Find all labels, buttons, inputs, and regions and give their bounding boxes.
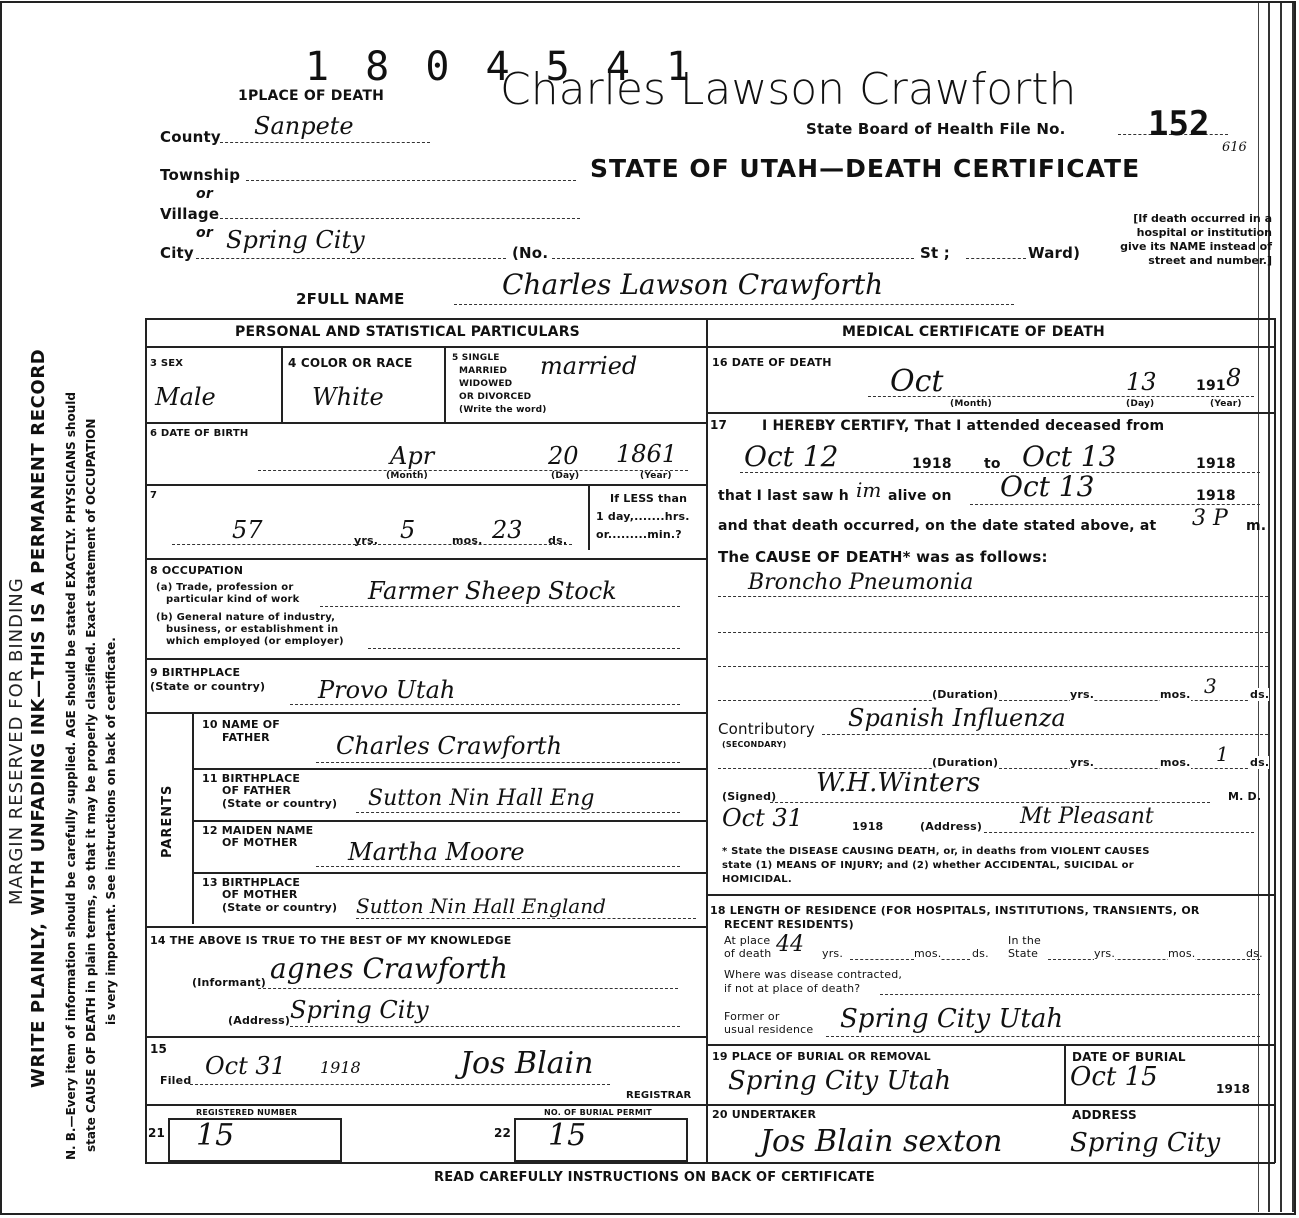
- county-value: Sanpete: [254, 112, 354, 140]
- street-no-label: (No.: [512, 244, 549, 262]
- dod-label: 16 DATE OF DEATH: [712, 356, 832, 369]
- duration-label: (Duration): [932, 688, 999, 701]
- in-state-line: [1048, 959, 1260, 960]
- duration-mos-value: 3: [1204, 674, 1217, 698]
- birthplace-value: Provo Utah: [318, 676, 456, 704]
- former-2: usual residence: [724, 1023, 814, 1036]
- undertaker-label: 20 UNDERTAKER: [712, 1108, 817, 1121]
- burial-permit-caption: NO. OF BURIAL PERMIT: [544, 1108, 652, 1117]
- place-of-death-label: 1PLACE OF DEATH: [238, 88, 385, 104]
- row-rule-5: [145, 712, 706, 714]
- registrar-label: REGISTRAR: [626, 1090, 692, 1101]
- center-divider: [706, 318, 708, 1163]
- duration2-mos-value: 1: [1216, 742, 1229, 766]
- dod-year-prefix: 191: [1196, 378, 1226, 394]
- less-than-1: If LESS than: [610, 492, 688, 505]
- main-frame-top: [145, 318, 1275, 320]
- township-label: Township: [160, 166, 241, 184]
- address-value: Spring City: [290, 996, 429, 1024]
- to-label: to: [984, 456, 1001, 472]
- undertaker-value: Jos Blain sexton: [760, 1124, 1003, 1159]
- sex-label: 3 SEX: [150, 358, 184, 369]
- or-label-2: or: [196, 225, 213, 241]
- father-bp-value: Sutton Nin Hall Eng: [368, 786, 595, 811]
- father-name-label-2: FATHER: [222, 731, 270, 744]
- full-name-value: Charles Lawson Crawforth: [502, 268, 884, 301]
- row-rule-10: [145, 1036, 706, 1038]
- marital-write-word: (Write the word): [459, 405, 547, 415]
- father-bp-line: [356, 812, 680, 813]
- secondary-caption: (SECONDARY): [722, 740, 787, 749]
- marital-widowed-label: WIDOWED: [459, 379, 513, 389]
- birthplace-line: [290, 704, 680, 705]
- signed-address-line: [984, 832, 1254, 833]
- dob-month-caption: (Month): [386, 471, 428, 481]
- dod-day-caption: (Day): [1126, 399, 1155, 409]
- note-line-3: HOMICIDAL.: [722, 874, 792, 885]
- reg-number-value: 15: [196, 1118, 235, 1153]
- med-rule-3: [706, 1044, 1274, 1046]
- street-label: St ;: [920, 244, 950, 262]
- main-frame-right: [1274, 318, 1276, 1163]
- burial-date-label: DATE OF BURIAL: [1072, 1050, 1186, 1064]
- county-line: [220, 142, 430, 143]
- full-name-label: 2FULL NAME: [296, 290, 405, 308]
- ward-label: Ward): [1028, 244, 1081, 262]
- hospital-note: [If death occurred in a hospital or institution give its NAME instead of street and number.]: [1120, 212, 1272, 267]
- reg-number-caption: REGISTERED NUMBER: [196, 1108, 298, 1117]
- marital-value: married: [540, 352, 638, 380]
- duration-yrs: yrs.: [1070, 688, 1095, 701]
- burial-permit-value: 15: [548, 1118, 587, 1153]
- former-line: [826, 1036, 1260, 1037]
- sex-value: Male: [155, 383, 216, 411]
- note-line-1: * State the DISEASE CAUSING DEATH, or, in deaths from VIOLENT CAUSES: [722, 846, 1150, 857]
- sex-color-divider: [281, 346, 283, 422]
- main-frame-bottom: [145, 1162, 1275, 1164]
- at-place-1: At place: [724, 934, 771, 947]
- nb-line-1: N. B.—Every item of information should be carefully supplied. AGE should be stated EXACTLY. PHYSICIANS should: [64, 392, 78, 1160]
- occupation-label: 8 OCCUPATION: [150, 564, 244, 577]
- row-rule-2: [145, 484, 706, 486]
- row-rule-1: [145, 422, 706, 424]
- parents-divider: [192, 712, 194, 924]
- med-rule-1: [706, 412, 1274, 414]
- in-the-2: State: [1008, 947, 1039, 960]
- last-saw-line: [970, 504, 1260, 505]
- occupation-b-2: business, or establishment in: [166, 624, 339, 635]
- contributory-value: Spanish Influenza: [848, 704, 1066, 732]
- row-rule-3: [145, 558, 706, 560]
- color-label: 4 COLOR OR RACE: [288, 356, 413, 370]
- in-state-ds: ds.: [1246, 947, 1263, 960]
- dob-year-caption: (Year): [640, 471, 672, 481]
- city-line: [196, 258, 506, 259]
- burial-year: 1918: [1216, 1082, 1251, 1096]
- row-rule-11: [145, 1104, 706, 1106]
- dod-year-caption: (Year): [1210, 399, 1242, 409]
- last-saw-year: 1918: [1196, 488, 1236, 504]
- signed-label: (Signed): [722, 790, 777, 803]
- village-label: Village: [160, 205, 220, 223]
- occupation-b-3: which employed (or employer): [166, 636, 344, 647]
- signed-value: W.H.Winters: [816, 768, 981, 798]
- at-place-ds: ds.: [972, 947, 989, 960]
- reg-number-prefix: 21: [148, 1126, 166, 1140]
- state-board-label: State Board of Health File No.: [806, 120, 1066, 138]
- certificate-title: STATE OF UTAH—DEATH CERTIFICATE: [590, 154, 1141, 183]
- dod-month-caption: (Month): [950, 399, 992, 409]
- contributory-label: Contributory: [718, 720, 815, 738]
- mother-name-label-1: 12 MAIDEN NAME: [202, 824, 314, 837]
- marital-divorced-label: OR DIVORCED: [459, 392, 532, 402]
- signed-address-value: Mt Pleasant: [1020, 804, 1154, 829]
- at-place-mos: mos.: [914, 947, 942, 960]
- village-line: [220, 218, 580, 219]
- street-line: [552, 258, 914, 259]
- row-rule-4: [145, 658, 706, 660]
- father-bp-label-1: 11 BIRTHPLACE: [202, 772, 301, 785]
- city-value: Spring City: [226, 226, 365, 254]
- ward-line: [966, 258, 1026, 259]
- address-line: [290, 1026, 680, 1027]
- attended-to: Oct 13: [1022, 440, 1117, 473]
- signed-line: [770, 802, 1210, 803]
- at-place-yrs: yrs.: [822, 947, 844, 960]
- age-days: 23: [492, 516, 523, 544]
- dob-label: 6 DATE OF BIRTH: [150, 428, 249, 439]
- mother-name-value: Martha Moore: [348, 838, 525, 866]
- informant-line: [258, 988, 678, 989]
- name-annotation: Charles Lawson Crawforth: [500, 64, 1077, 115]
- cert-number: 17: [710, 418, 728, 432]
- color-value: White: [312, 383, 384, 411]
- serial-number: 1 8 0 4 5 4 1: [305, 44, 697, 90]
- less-than-2: 1 day,.......hrs.: [596, 510, 690, 523]
- father-name-label-1: 10 NAME OF: [202, 718, 281, 731]
- mother-name-line: [316, 866, 680, 867]
- dod-year-digit: 8: [1226, 364, 1242, 392]
- duration-mos: mos.: [1160, 688, 1191, 701]
- dod-month: Oct: [890, 364, 944, 399]
- certify-text: I HEREBY CERTIFY, That I attended deceased from: [762, 418, 1165, 434]
- at-place-years: 44: [776, 932, 804, 957]
- at-place-2: of death: [724, 947, 772, 960]
- city-label: City: [160, 244, 194, 262]
- mother-bp-line: [356, 918, 696, 919]
- occupation-line: [320, 606, 680, 607]
- last-saw-date: Oct 13: [1000, 470, 1095, 503]
- file-no-suffix: 616: [1222, 140, 1247, 155]
- burial-permit-prefix: 22: [494, 1126, 512, 1140]
- cause-label: The CAUSE OF DEATH* was as follows:: [718, 548, 1048, 566]
- age-ds-caption: ds.: [548, 534, 568, 547]
- filed-line: [190, 1084, 610, 1085]
- residence-label-2: RECENT RESIDENTS): [724, 918, 854, 931]
- duration-ds: ds.: [1250, 688, 1270, 701]
- occupation-a-1: (a) Trade, profession or: [156, 582, 294, 593]
- occupation-value: Farmer Sheep Stock: [368, 577, 617, 605]
- margin-reserved-text: MARGIN RESERVED FOR BINDING: [6, 577, 27, 905]
- personal-section-title: PERSONAL AND STATISTICAL PARTICULARS: [235, 324, 580, 340]
- filed-label: Filed: [160, 1074, 192, 1087]
- header-rule: [145, 346, 1275, 348]
- parents-label: PARENTS: [160, 784, 175, 858]
- medical-section-title: MEDICAL CERTIFICATE OF DEATH: [842, 324, 1105, 340]
- in-state-yrs: yrs.: [1094, 947, 1116, 960]
- in-state-mos: mos.: [1168, 947, 1196, 960]
- mother-bp-label-3: (State or country): [222, 901, 338, 914]
- last-saw-text: that I last saw h: [718, 488, 849, 504]
- marital-single-label: 5 SINGLE: [452, 353, 500, 363]
- age-years: 57: [232, 516, 263, 544]
- former-value: Spring City Utah: [840, 1004, 1064, 1034]
- signed-date: Oct 31: [722, 804, 803, 832]
- row-rule-9: [145, 926, 706, 928]
- occupation-a-2: particular kind of work: [166, 594, 300, 605]
- row-rule-6: [192, 768, 706, 770]
- occupation-b-1: (b) General nature of industry,: [156, 612, 336, 623]
- age-months: 5: [400, 516, 416, 544]
- dob-line: [258, 470, 688, 471]
- burial-divider: [1064, 1044, 1066, 1106]
- row-rule-7: [192, 820, 706, 822]
- father-bp-label-3: (State or country): [222, 797, 338, 810]
- med-rule-2: [706, 894, 1274, 896]
- occupation-b-line: [368, 648, 680, 649]
- former-1: Former or: [724, 1010, 780, 1023]
- age-mos-caption: mos.: [452, 534, 483, 547]
- dod-day: 13: [1126, 368, 1157, 396]
- birthplace-sub: (State or country): [150, 680, 266, 693]
- age-label: 7: [150, 490, 158, 501]
- nb-line-3: is very important. See instructions on back of certificate.: [104, 637, 118, 1025]
- informant-label: (Informant): [192, 976, 266, 989]
- signed-year: 1918: [852, 820, 884, 833]
- father-bp-label-2: OF FATHER: [222, 784, 292, 797]
- duration2-label: (Duration): [932, 756, 999, 769]
- contracted-line: [880, 994, 1260, 995]
- township-line: [246, 180, 576, 181]
- burial-permit-box: [514, 1118, 688, 1162]
- mother-bp-label-2: OF MOTHER: [222, 888, 298, 901]
- in-the-1: In the: [1008, 934, 1041, 947]
- less-than-3: or.........min.?: [596, 528, 682, 541]
- birthplace-label: 9 BIRTHPLACE: [150, 666, 241, 679]
- duration2-yrs: yrs.: [1070, 756, 1095, 769]
- contracted-2: if not at place of death?: [724, 982, 861, 995]
- footer-instructions: READ CAREFULLY INSTRUCTIONS ON BACK OF CERTIFICATE: [434, 1170, 875, 1185]
- dob-day-caption: (Day): [551, 471, 580, 481]
- mother-name-label-2: OF MOTHER: [222, 836, 298, 849]
- undertaker-address-label: ADDRESS: [1072, 1108, 1137, 1122]
- age-yrs-caption: yrs.: [354, 534, 379, 547]
- md-label: M. D.: [1228, 790, 1262, 803]
- less-than-divider: [588, 484, 590, 550]
- mother-bp-value: Sutton Nin Hall England: [356, 894, 606, 918]
- informant-value: agnes Crawforth: [270, 952, 508, 985]
- signed-address-label: (Address): [920, 820, 983, 833]
- full-name-line: [454, 304, 1014, 305]
- row-rule-8: [192, 872, 706, 874]
- knowledge-label: 14 THE ABOVE IS TRUE TO THE BEST OF MY KNOWLEDGE: [150, 934, 512, 947]
- dob-year: 1861: [616, 440, 678, 468]
- cause-line-3: [718, 666, 1268, 667]
- burial-place-label: 19 PLACE OF BURIAL OR REMOVAL: [712, 1050, 931, 1063]
- contracted-1: Where was disease contracted,: [724, 968, 903, 981]
- father-name-line: [316, 762, 680, 763]
- m-suffix: m.: [1246, 518, 1267, 534]
- father-name-value: Charles Crawforth: [336, 732, 563, 760]
- cause-line-1: [718, 596, 1268, 597]
- at-place-line: [850, 959, 970, 960]
- duration2-mos: mos.: [1160, 756, 1191, 769]
- color-marital-divider: [444, 346, 446, 422]
- burial-place-value: Spring City Utah: [728, 1066, 952, 1096]
- death-time: 3 P: [1192, 506, 1228, 531]
- filed-date: Oct 31: [205, 1052, 286, 1080]
- county-label: County: [160, 128, 221, 146]
- filed-number: 15: [150, 1042, 168, 1056]
- attended-from-year: 1918: [912, 456, 952, 472]
- mother-bp-label-1: 13 BIRTHPLACE: [202, 876, 301, 889]
- undertaker-address-value: Spring City: [1070, 1128, 1221, 1158]
- nb-line-2: state CAUSE OF DEATH in plain terms, so that it may be properly classified. Exact statement of OCCUPATION: [84, 418, 98, 1152]
- cause-value: Broncho Pneumonia: [748, 570, 974, 595]
- dob-day: 20: [548, 442, 579, 470]
- registrar-value: Jos Blain: [460, 1046, 594, 1081]
- attended-from: Oct 12: [744, 440, 839, 473]
- reg-number-box: [168, 1118, 342, 1162]
- death-occurred-text: and that death occurred, on the date stated above, at: [718, 518, 1157, 534]
- residence-label: 18 LENGTH OF RESIDENCE (FOR HOSPITALS, INSTITUTIONS, TRANSIENTS, OR: [710, 904, 1200, 917]
- burial-date-value: Oct 15: [1070, 1062, 1158, 1092]
- cause-line-2: [718, 632, 1268, 633]
- write-plainly-text: WRITE PLAINLY, WITH UNFADING INK—THIS IS A PERMANENT RECORD: [28, 348, 49, 1088]
- address-label: (Address): [228, 1014, 291, 1027]
- dob-month: Apr: [390, 442, 435, 470]
- attended-to-year: 1918: [1196, 456, 1236, 472]
- filed-year: 1918: [320, 1058, 361, 1077]
- marital-married-label: MARRIED: [459, 366, 508, 376]
- file-no-value: 152: [1148, 104, 1210, 144]
- or-label-1: or: [196, 186, 213, 202]
- last-saw-him: im: [856, 478, 882, 502]
- last-saw-text-2: alive on: [888, 488, 952, 504]
- med-rule-4: [706, 1104, 1274, 1106]
- contributory-line: [822, 734, 1268, 735]
- duration2-ds: ds.: [1250, 756, 1270, 769]
- note-line-2: state (1) MEANS OF INJURY; and (2) whether ACCIDENTAL, SUICIDAL or: [722, 860, 1134, 871]
